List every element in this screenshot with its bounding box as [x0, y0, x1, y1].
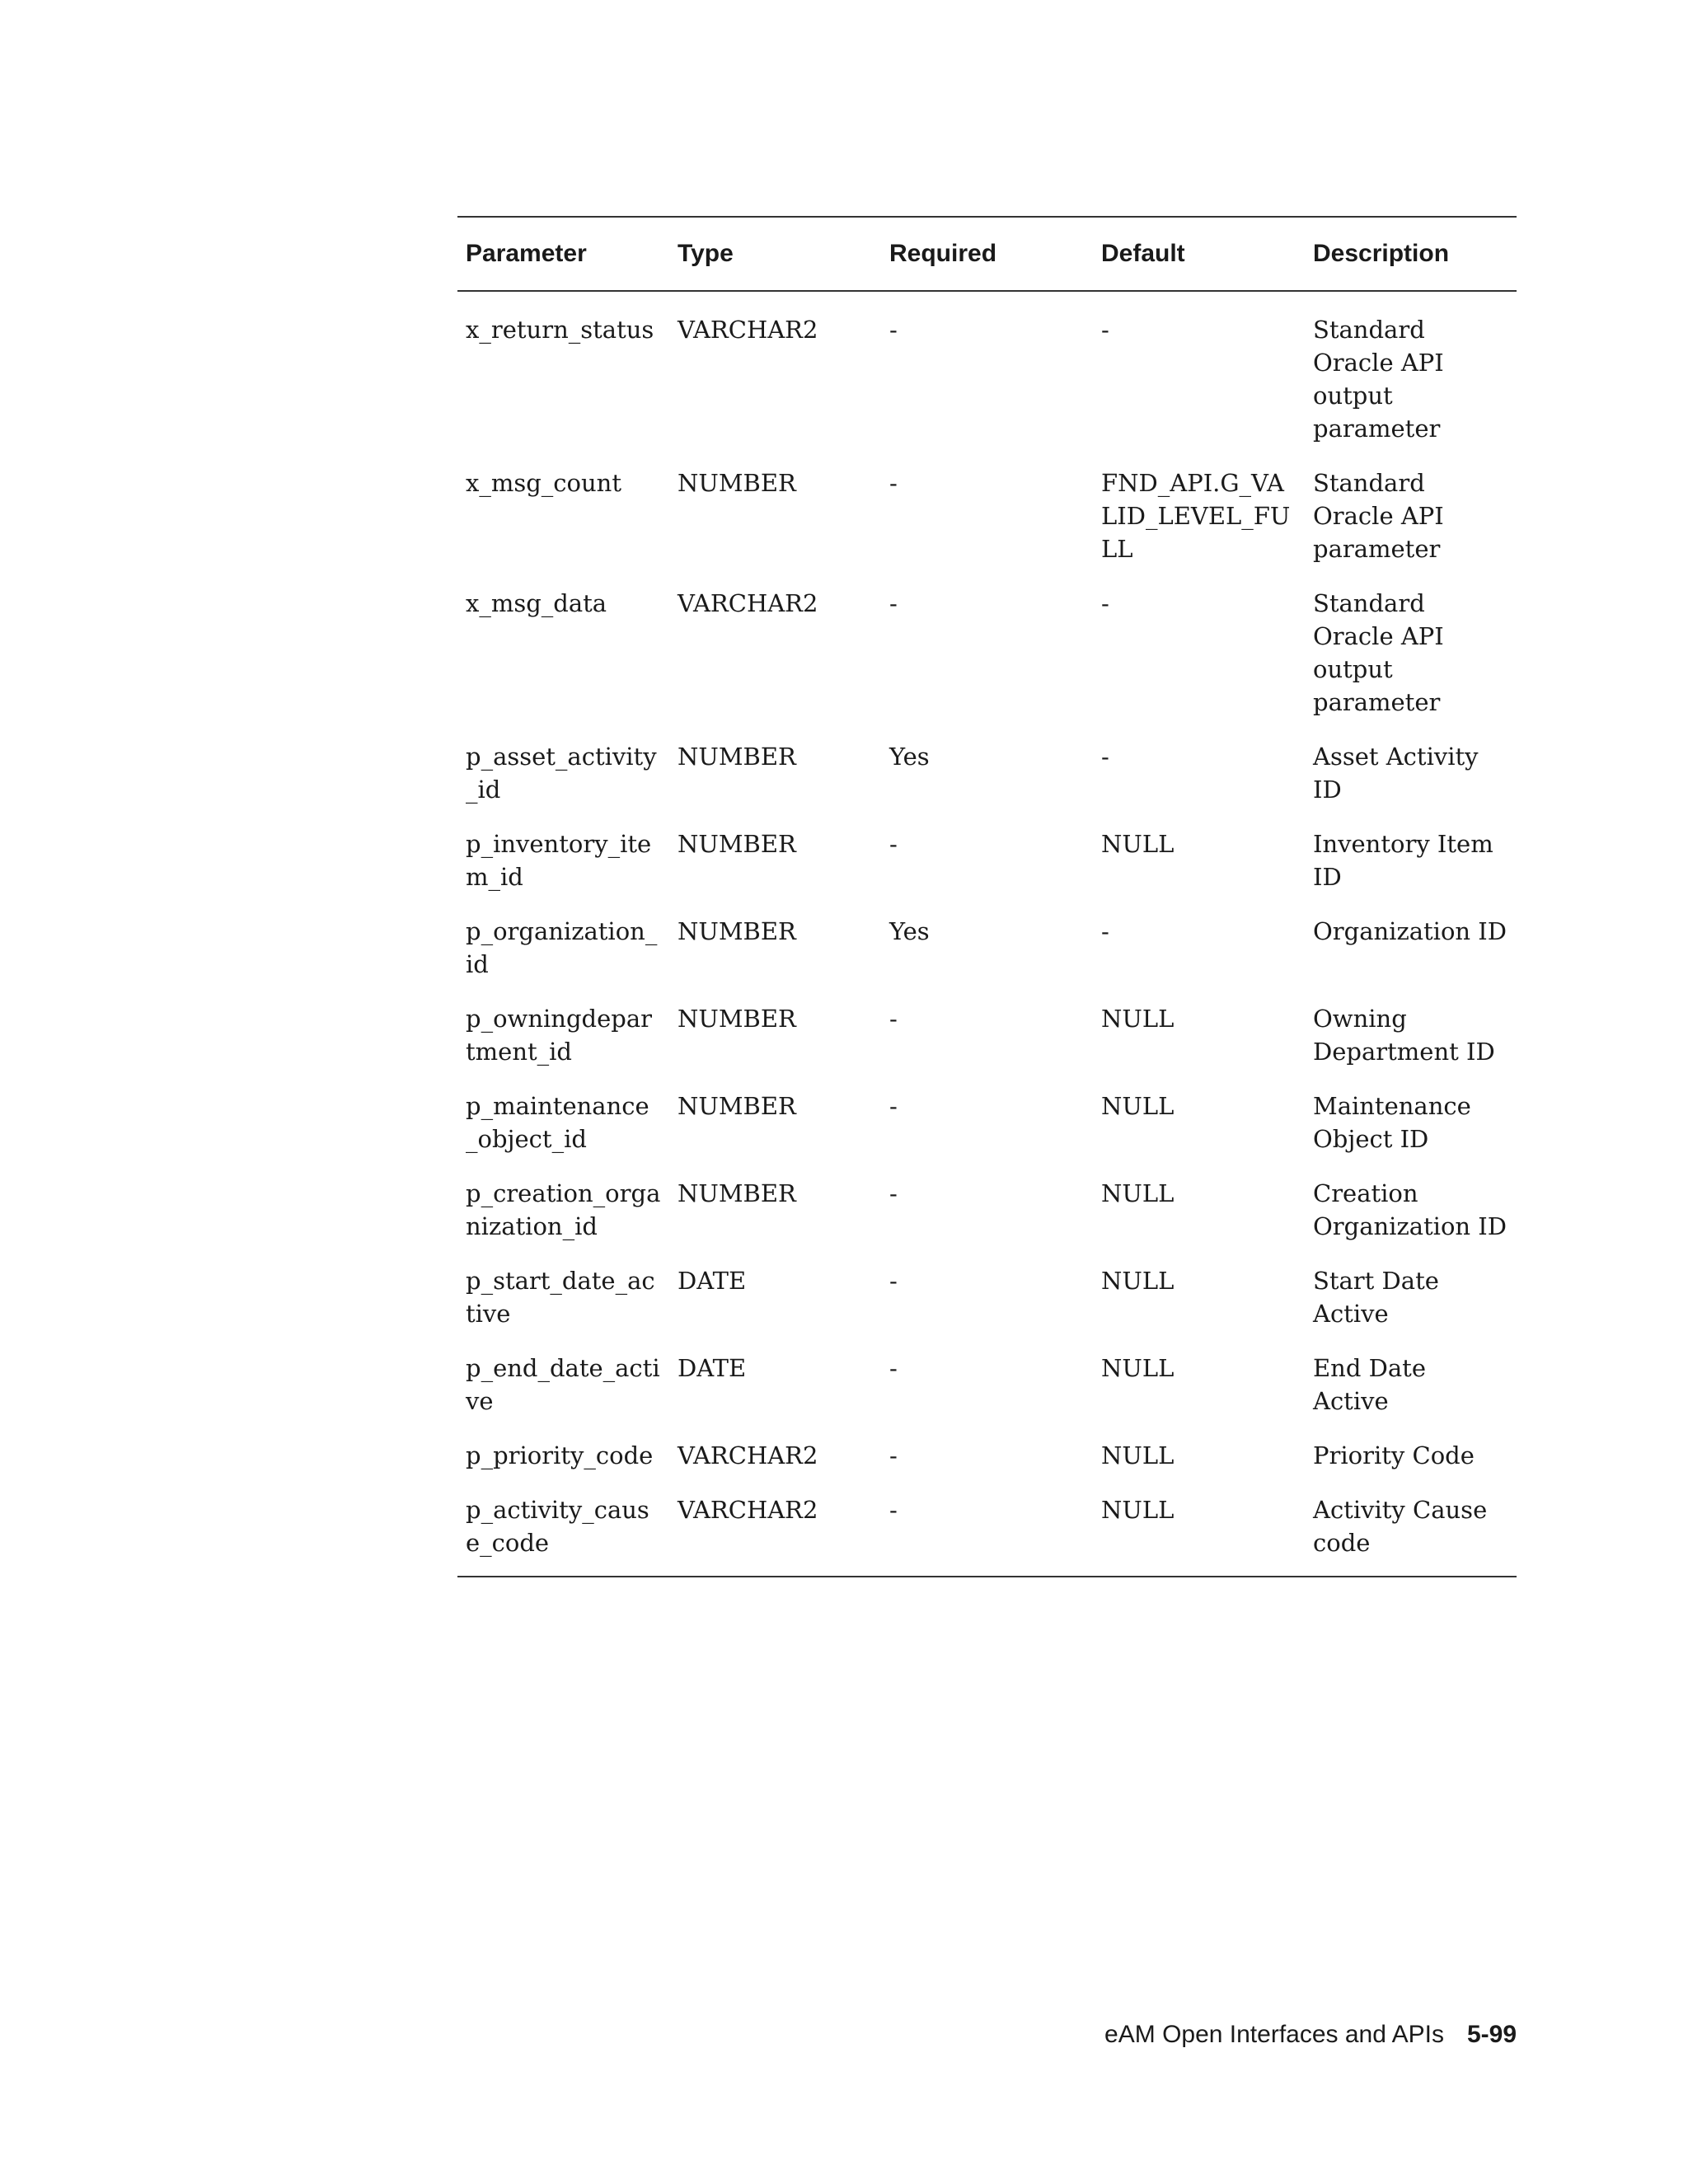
cell-default: NULL [1101, 1496, 1175, 1524]
cell-description: Asset Activity ID [1313, 743, 1479, 804]
cell-parameter: p_creation_organization_id [466, 1179, 661, 1240]
cell-required: - [889, 1005, 898, 1033]
cell-parameter: p_activity_cause_code [466, 1496, 649, 1557]
cell-default: - [1101, 316, 1109, 344]
header-parameter: Parameter [466, 240, 587, 267]
cell-required: - [889, 469, 898, 497]
cell-default: NULL [1101, 1005, 1175, 1033]
cell-parameter: x_return_status [466, 316, 654, 344]
cell-required: Yes [889, 743, 930, 771]
cell-required: - [889, 589, 898, 617]
cell-parameter: p_owningdepartment_id [466, 1005, 652, 1066]
cell-required: - [889, 316, 898, 344]
cell-type: VARCHAR2 [678, 1496, 818, 1524]
cell-required: - [889, 830, 898, 858]
cell-default: NULL [1101, 1179, 1175, 1207]
cell-parameter: p_asset_activity_id [466, 743, 657, 804]
cell-default: NULL [1101, 1354, 1175, 1382]
cell-type: DATE [678, 1267, 747, 1295]
cell-description: Standard Oracle API output parameter [1313, 316, 1444, 443]
cell-type: NUMBER [678, 830, 796, 858]
cell-type: VARCHAR2 [678, 1441, 818, 1469]
table-row [457, 1155, 1517, 1243]
cell-parameter: p_inventory_item_id [466, 830, 652, 891]
table-row [457, 806, 1517, 893]
header-default: Default [1101, 240, 1185, 267]
cell-description: Creation Organization ID [1313, 1179, 1507, 1240]
cell-default: NULL [1101, 1267, 1175, 1295]
cell-description: Standard Oracle API output parameter [1313, 589, 1444, 716]
cell-required: - [889, 1354, 898, 1382]
cell-parameter: p_priority_code [466, 1441, 654, 1469]
table-row [457, 1330, 1517, 1418]
cell-type: DATE [678, 1354, 747, 1382]
header-type: Type [678, 240, 734, 267]
cell-type: NUMBER [678, 917, 796, 945]
cell-parameter: p_end_date_active [466, 1354, 660, 1415]
table-row [457, 719, 1517, 806]
cell-default: - [1101, 917, 1109, 945]
cell-type: NUMBER [678, 1005, 796, 1033]
cell-type: VARCHAR2 [678, 316, 818, 344]
table-row [457, 1472, 1517, 1577]
table-row [457, 1418, 1517, 1472]
table-row [457, 1068, 1517, 1155]
cell-default: NULL [1101, 1441, 1175, 1469]
cell-description: Standard Oracle API parameter [1313, 469, 1444, 563]
cell-required: - [889, 1496, 898, 1524]
table-row [457, 445, 1517, 565]
cell-type: VARCHAR2 [678, 589, 818, 617]
parameter-table [457, 216, 1517, 1577]
table-header-row [457, 217, 1517, 291]
table-row [457, 291, 1517, 445]
cell-required: Yes [889, 917, 930, 945]
header-required: Required [889, 240, 997, 267]
cell-parameter: p_organization_id [466, 917, 658, 978]
cell-parameter: x_msg_count [466, 469, 622, 497]
cell-description: Maintenance Object ID [1313, 1092, 1471, 1153]
footer-section-title: eAM Open Interfaces and APIs [1104, 2021, 1444, 2048]
cell-description: Owning Department ID [1313, 1005, 1495, 1066]
cell-default: - [1101, 589, 1109, 617]
cell-type: NUMBER [678, 1092, 796, 1120]
cell-description: Activity Cause code [1313, 1496, 1488, 1557]
cell-parameter: p_start_date_active [466, 1267, 655, 1328]
cell-required: - [889, 1092, 898, 1120]
cell-default: NULL [1101, 1092, 1175, 1120]
page-footer [1104, 2021, 1517, 2049]
table-row [457, 981, 1517, 1068]
table-row [457, 893, 1517, 981]
cell-parameter: x_msg_data [466, 589, 607, 617]
cell-required: - [889, 1441, 898, 1469]
cell-type: NUMBER [678, 1179, 796, 1207]
cell-description: End Date Active [1313, 1354, 1426, 1415]
cell-description: Organization ID [1313, 917, 1507, 945]
cell-default: FND_API.G_VALID_LEVEL_FULL [1101, 469, 1291, 563]
cell-type: NUMBER [678, 743, 796, 771]
cell-default: - [1101, 743, 1109, 771]
cell-required: - [889, 1267, 898, 1295]
cell-description: Inventory Item ID [1313, 830, 1493, 891]
table-row [457, 565, 1517, 719]
cell-parameter: p_maintenance_object_id [466, 1092, 649, 1153]
header-description: Description [1313, 240, 1450, 267]
cell-description: Priority Code [1313, 1441, 1475, 1469]
cell-description: Start Date Active [1313, 1267, 1439, 1328]
cell-required: - [889, 1179, 898, 1207]
page-number: 5-99 [1466, 2021, 1517, 2048]
cell-type: NUMBER [678, 469, 796, 497]
cell-default: NULL [1101, 830, 1175, 858]
table-row [457, 1243, 1517, 1330]
